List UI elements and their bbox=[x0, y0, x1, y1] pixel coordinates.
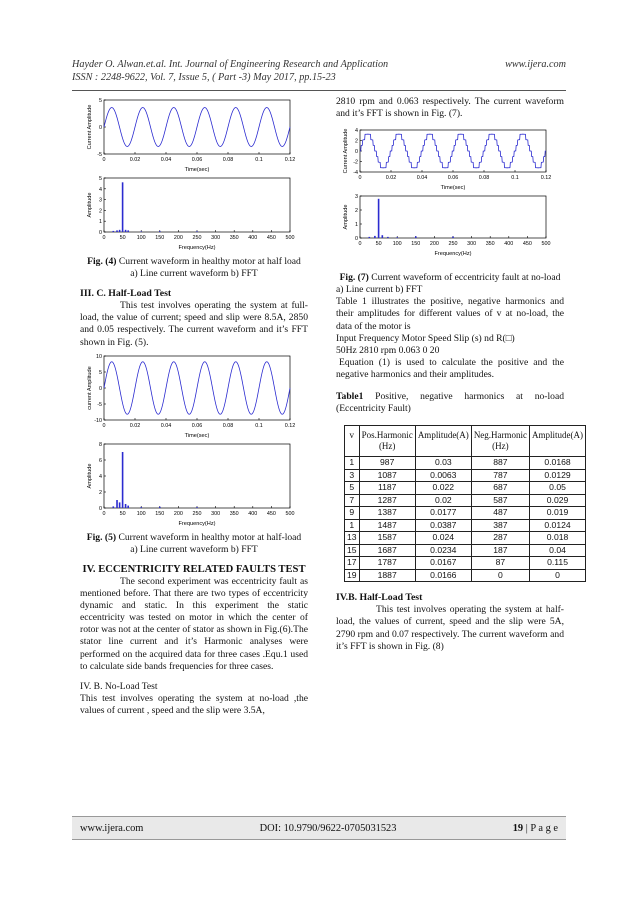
x-tick-label: 0.08 bbox=[222, 157, 234, 163]
table-cell: 1 bbox=[345, 457, 360, 470]
y-tick-label: 4 bbox=[99, 473, 102, 480]
x-tick-label: 350 bbox=[485, 241, 495, 248]
section-ivb-text: This test involves operating the system at no-load ,the values of current , speed and the slip were 3.5A, bbox=[80, 692, 308, 716]
fft-bar bbox=[415, 237, 417, 239]
table-cell: 5 bbox=[345, 482, 360, 495]
page-word: | P a g e bbox=[525, 822, 558, 834]
fig5-parts: a) Line current waveform b) FFT bbox=[130, 543, 258, 555]
x-tick-label: 0.02 bbox=[129, 422, 141, 429]
right-top-text: 2810 rpm and 0.063 respectively. The current waveform and it’s FFT is shown in Fig. (7). bbox=[336, 96, 564, 120]
x-tick-label: 150 bbox=[155, 235, 165, 241]
x-tick-label: 300 bbox=[211, 235, 221, 241]
table-body bbox=[345, 457, 586, 582]
table-row bbox=[345, 532, 586, 545]
table-cell: 0.0387 bbox=[415, 519, 471, 532]
y-tick-label: -4 bbox=[353, 170, 358, 177]
table-title bbox=[336, 391, 564, 415]
x-tick-label: 0.02 bbox=[385, 175, 397, 182]
table-cell: 0.03 bbox=[415, 457, 471, 470]
fft-bar bbox=[127, 230, 129, 232]
x-tick-label: 0.04 bbox=[416, 175, 428, 182]
x-tick-label: 0.12 bbox=[284, 422, 296, 429]
table-cell: 0.0234 bbox=[415, 544, 471, 557]
fft-bar bbox=[119, 230, 121, 232]
x-axis-label: Frequency(Hz) bbox=[178, 520, 216, 527]
table-cell: 0.115 bbox=[530, 557, 586, 570]
y-axis-label: Amplitude bbox=[87, 463, 93, 489]
fig7-parts: a) Line current b) FFT bbox=[336, 284, 423, 296]
x-tick-label: 450 bbox=[266, 510, 276, 517]
y-tick-label: 6 bbox=[99, 457, 102, 464]
table-row bbox=[345, 469, 586, 482]
x-tick-label: 0.1 bbox=[255, 157, 263, 163]
y-axis-label: Amplitude bbox=[87, 192, 93, 218]
x-tick-label: 0 bbox=[102, 422, 106, 429]
page-footer bbox=[72, 816, 566, 840]
fig5-current-plot bbox=[80, 352, 308, 440]
table-cell: 887 bbox=[471, 457, 529, 470]
table-cell: 0.024 bbox=[415, 532, 471, 545]
fig4-label: Fig. (4) bbox=[87, 256, 117, 267]
x-tick-label: 300 bbox=[211, 510, 221, 517]
x-tick-label: 350 bbox=[229, 510, 239, 517]
x-tick-label: 0 bbox=[102, 510, 106, 517]
x-tick-label: 200 bbox=[173, 510, 183, 517]
x-axis-label: Time(sec) bbox=[184, 167, 210, 173]
fft-bar bbox=[125, 230, 127, 232]
x-axis-label: Time(sec) bbox=[184, 432, 210, 439]
section-iii-c-title: III. C. Half-Load Test bbox=[80, 288, 172, 300]
table-cell: 787 bbox=[471, 469, 529, 482]
page-number: 19 bbox=[512, 822, 524, 834]
fft-bar bbox=[382, 235, 384, 238]
table-cell: 1687 bbox=[359, 544, 415, 557]
x-tick-label: 250 bbox=[192, 235, 202, 241]
fig5-label: Fig. (5) bbox=[86, 531, 117, 543]
table-cell: 0.0166 bbox=[415, 569, 471, 582]
fft-bar bbox=[378, 199, 380, 238]
fft-bar bbox=[119, 502, 121, 508]
table-cell: 587 bbox=[471, 494, 529, 507]
fft-bar bbox=[374, 236, 376, 238]
table-row bbox=[345, 457, 586, 470]
fft-bar bbox=[140, 231, 142, 232]
x-tick-label: 0 bbox=[102, 157, 106, 163]
table-cell: 0 bbox=[471, 569, 529, 582]
x-tick-label: 0.06 bbox=[191, 157, 203, 163]
table-header-cell: Pos.Harmonic (Hz) bbox=[359, 426, 415, 457]
table-intro: Table 1 illustrates the positive, negative harmonics and their amplitudes for different values of v at no-load, the data of the motor is bbox=[336, 296, 564, 332]
right-column bbox=[336, 96, 584, 653]
x-tick-label: 0.06 bbox=[191, 422, 203, 429]
x-tick-label: 50 bbox=[119, 235, 126, 241]
fft-bar bbox=[196, 507, 198, 508]
table-header-cell: Amplitude(A) bbox=[415, 426, 471, 457]
table-row bbox=[345, 544, 586, 557]
plot-frame bbox=[360, 196, 546, 238]
section-ivb2-title: IV.B. Half-Load Test bbox=[336, 592, 423, 604]
plot-frame bbox=[104, 444, 290, 508]
table-cell: 1287 bbox=[359, 494, 415, 507]
x-tick-label: 450 bbox=[522, 241, 532, 248]
fig5-caption-text: Current waveform in healthy motor at half-load bbox=[118, 531, 302, 543]
issn-line: ISSN : 2248-9622, Vol. 7, Issue 5, ( Part -3) May 2017, pp.15-23 bbox=[72, 72, 336, 83]
y-axis-label: Current Amplitude bbox=[343, 128, 349, 174]
table-row bbox=[345, 557, 586, 570]
fft-bar bbox=[113, 506, 115, 508]
x-tick-label: 0.12 bbox=[540, 175, 552, 182]
section-iv-text: The second experiment was eccentricity fault as mentioned before. That there are two types of eccentricity dynamic and static. In this experiment the static eccentricity was tested on motor in which the center of rotor was not at the center of stator as shown in Fig.(6).The stator line current and it’s Harmonic analyses were performed on the acquired data for three cases .Equ.1 used to calculate side bands frequencies for three cases. bbox=[80, 575, 308, 672]
table-cell: 1187 bbox=[359, 482, 415, 495]
table-cell: 1587 bbox=[359, 532, 415, 545]
footer-page bbox=[513, 823, 558, 834]
table-cell: 1487 bbox=[359, 519, 415, 532]
fft-bar bbox=[452, 237, 454, 238]
table-header-row bbox=[345, 426, 586, 457]
x-tick-label: 100 bbox=[136, 235, 146, 241]
table-cell: 3 bbox=[345, 469, 360, 482]
y-tick-label: -5 bbox=[97, 152, 102, 158]
table-header-cell: v bbox=[345, 426, 360, 457]
table-cell: 19 bbox=[345, 569, 360, 582]
fig7-caption bbox=[336, 272, 564, 284]
fig4-fft-plot bbox=[80, 174, 308, 252]
x-tick-label: 0.08 bbox=[222, 422, 234, 429]
y-tick-label: -5 bbox=[97, 401, 102, 408]
fft-bar bbox=[140, 507, 142, 508]
table-row bbox=[345, 494, 586, 507]
fft-bar bbox=[396, 237, 398, 238]
fft-bar bbox=[116, 230, 118, 232]
table-cell: 1 bbox=[345, 519, 360, 532]
fft-bar bbox=[369, 237, 371, 238]
harmonics-table bbox=[344, 425, 586, 582]
x-tick-label: 400 bbox=[248, 235, 258, 241]
x-tick-label: 200 bbox=[429, 241, 439, 248]
x-tick-label: 50 bbox=[375, 241, 382, 248]
x-axis-label: Frequency(Hz) bbox=[434, 251, 472, 258]
x-tick-label: 0 bbox=[358, 241, 362, 248]
table-cell: 1887 bbox=[359, 569, 415, 582]
y-tick-label: 3 bbox=[355, 194, 358, 201]
fft-bar bbox=[116, 500, 118, 508]
fig7-caption-text: Current waveform of eccentricity fault at no-load bbox=[371, 272, 561, 284]
fft-bar bbox=[159, 231, 161, 232]
fig4-parts: a) Line current waveform b) FFT bbox=[130, 268, 258, 280]
footer-doi: DOI: 10.9790/9622-0705031523 bbox=[259, 822, 397, 834]
table-cell: 487 bbox=[471, 507, 529, 520]
table-cell: 0.018 bbox=[530, 532, 586, 545]
table-cell: 0.0167 bbox=[415, 557, 471, 570]
x-tick-label: 0.04 bbox=[160, 422, 172, 429]
table-cell: 0.02 bbox=[415, 494, 471, 507]
x-tick-label: 200 bbox=[173, 235, 183, 241]
table-title-text: Positive, negative harmonics at no-load (Eccentricity Fault) bbox=[336, 391, 564, 415]
y-tick-label: 10 bbox=[96, 353, 102, 360]
x-tick-label: 0.04 bbox=[160, 157, 172, 163]
fig7-current-plot bbox=[336, 126, 564, 192]
fig4-caption-text: Current waveform in healthy motor at half load bbox=[118, 256, 301, 267]
y-tick-label: 0 bbox=[99, 125, 102, 131]
fig5-caption bbox=[80, 532, 308, 544]
x-tick-label: 0.12 bbox=[284, 157, 296, 163]
fft-bar bbox=[127, 505, 129, 507]
table-row bbox=[345, 507, 586, 520]
fig5-fft-plot bbox=[80, 440, 308, 528]
y-tick-label: 5 bbox=[99, 176, 102, 182]
table-cell: 1387 bbox=[359, 507, 415, 520]
x-axis-label: Frequency(Hz) bbox=[178, 245, 216, 251]
fft-bar bbox=[122, 452, 124, 508]
y-tick-label: 3 bbox=[99, 197, 102, 204]
x-tick-label: 100 bbox=[136, 510, 146, 517]
fig7-fft-plot bbox=[336, 192, 564, 258]
table-cell: 0.0129 bbox=[530, 469, 586, 482]
x-tick-label: 0.08 bbox=[478, 175, 490, 182]
table-label: Table1 bbox=[336, 391, 364, 403]
fft-bar bbox=[113, 231, 115, 232]
fft-bar bbox=[159, 506, 161, 507]
table-cell: 187 bbox=[471, 544, 529, 557]
x-tick-label: 150 bbox=[411, 241, 421, 248]
table-cell: 0 bbox=[530, 569, 586, 582]
x-tick-label: 400 bbox=[504, 241, 514, 248]
table-header-cell: Neg.Harmonic (Hz) bbox=[471, 426, 529, 457]
x-tick-label: 50 bbox=[119, 510, 126, 517]
table-cell: 0.04 bbox=[530, 544, 586, 557]
table-cell: 0.0168 bbox=[530, 457, 586, 470]
table-cell: 87 bbox=[471, 557, 529, 570]
table-cell: 0.05 bbox=[530, 482, 586, 495]
footer-website[interactable]: www.ijera.com bbox=[80, 822, 144, 834]
table-row bbox=[345, 482, 586, 495]
x-tick-label: 450 bbox=[266, 235, 276, 241]
y-tick-label: 2 bbox=[355, 208, 358, 215]
plot-frame bbox=[104, 178, 290, 232]
fft-bar bbox=[125, 504, 127, 508]
x-tick-label: 0.1 bbox=[255, 422, 263, 429]
x-tick-label: 400 bbox=[248, 510, 258, 517]
section-ivb-title: IV. B. No-Load Test bbox=[80, 680, 158, 692]
y-tick-label: 8 bbox=[99, 441, 102, 448]
x-tick-label: 350 bbox=[229, 235, 239, 241]
x-tick-label: 250 bbox=[192, 510, 202, 517]
table-header-cell: Amplitude(A) bbox=[530, 426, 586, 457]
fft-bar bbox=[122, 182, 124, 232]
y-tick-label: 4 bbox=[355, 128, 358, 135]
table-cell: 987 bbox=[359, 457, 415, 470]
equation-text: Equation (1) is used to calculate the positive and the negative harmonics and their amplitudes. bbox=[336, 356, 564, 380]
y-tick-label: 5 bbox=[99, 98, 102, 104]
y-tick-label: 2 bbox=[355, 138, 358, 145]
x-tick-label: 100 bbox=[392, 241, 402, 248]
x-tick-label: 0.06 bbox=[447, 175, 459, 182]
journal-authors: Hayder O. Alwan.et.al. Int. Journal of Engineering Research and Application bbox=[72, 59, 389, 70]
fig4-caption bbox=[80, 256, 308, 268]
y-axis-label: Amplitude bbox=[343, 204, 349, 230]
table-cell: 0.0177 bbox=[415, 507, 471, 520]
table-cell: 1787 bbox=[359, 557, 415, 570]
header-rule bbox=[72, 90, 566, 91]
y-tick-label: 2 bbox=[99, 208, 102, 215]
table-cell: 0.0063 bbox=[415, 469, 471, 482]
y-tick-label: -10 bbox=[94, 417, 102, 424]
y-tick-label: 0 bbox=[99, 230, 102, 236]
table-cell: 687 bbox=[471, 482, 529, 495]
table-cell: 0.019 bbox=[530, 507, 586, 520]
y-tick-label: 4 bbox=[99, 186, 102, 193]
table-cell: 7 bbox=[345, 494, 360, 507]
fft-bar bbox=[196, 231, 198, 232]
y-tick-label: 1 bbox=[99, 219, 102, 226]
table-cell: 9 bbox=[345, 507, 360, 520]
section-iii-c-text: This test involves operating the system at full-load, the value of current; speed and slip were 8.5A, 2850 and 0.05 respectively. The current waveform and it’s FFT shown in Fig. (5). bbox=[80, 300, 308, 348]
x-tick-label: 250 bbox=[448, 241, 458, 248]
y-tick-label: 2 bbox=[99, 489, 102, 496]
y-axis-label: Current Amplitude bbox=[87, 104, 93, 150]
table-cell: 0.0124 bbox=[530, 519, 586, 532]
table-cell: 287 bbox=[471, 532, 529, 545]
journal-website[interactable]: www.ijera.com bbox=[505, 59, 566, 70]
y-tick-label: 5 bbox=[99, 369, 102, 376]
running-header bbox=[72, 58, 566, 84]
x-tick-label: 0.1 bbox=[511, 175, 519, 182]
x-tick-label: 500 bbox=[285, 510, 295, 517]
table-cell: 0.029 bbox=[530, 494, 586, 507]
table-cell: 15 bbox=[345, 544, 360, 557]
table-cell: 13 bbox=[345, 532, 360, 545]
y-tick-label: -2 bbox=[353, 159, 358, 166]
table-cell: 387 bbox=[471, 519, 529, 532]
y-tick-label: 0 bbox=[99, 385, 102, 392]
y-tick-label: 1 bbox=[355, 222, 358, 229]
x-tick-label: 0.02 bbox=[129, 157, 141, 163]
y-tick-label: 0 bbox=[355, 236, 358, 243]
fft-bar bbox=[387, 237, 389, 238]
table-cell: 1087 bbox=[359, 469, 415, 482]
y-axis-label: current Amplitude bbox=[87, 365, 93, 410]
x-tick-label: 500 bbox=[285, 235, 295, 241]
x-tick-label: 0 bbox=[358, 175, 362, 182]
table-row bbox=[345, 519, 586, 532]
x-tick-label: 150 bbox=[155, 510, 165, 517]
motor-params-head: Input Frequency Motor Speed Slip (s) nd R(□) bbox=[336, 332, 515, 344]
x-axis-label: Time(sec) bbox=[440, 185, 466, 192]
x-tick-label: 500 bbox=[541, 241, 551, 248]
x-tick-label: 300 bbox=[467, 241, 477, 248]
y-tick-label: 0 bbox=[99, 505, 102, 512]
fig4-current-plot bbox=[80, 96, 308, 174]
section-ivb2-text: This test involves operating the system at half-load, the values of current, speed and the slip were 5A, 2790 rpm and 0.07 respectively. The current waveform and it’s FFT is shown in Fig. (8) bbox=[336, 604, 564, 652]
y-tick-label: 0 bbox=[355, 149, 358, 156]
fig7-label: Fig. (7) bbox=[339, 272, 369, 284]
table-cell: 17 bbox=[345, 557, 360, 570]
table-cell: 0.022 bbox=[415, 482, 471, 495]
left-column bbox=[80, 96, 308, 717]
motor-params-values: 50Hz 2810 rpm 0.063 0 20 bbox=[336, 344, 440, 356]
x-tick-label: 0 bbox=[102, 235, 106, 241]
table-row bbox=[345, 569, 586, 582]
section-iv-title: IV. ECCENTRICITY RELATED FAULTS TEST bbox=[82, 563, 306, 575]
